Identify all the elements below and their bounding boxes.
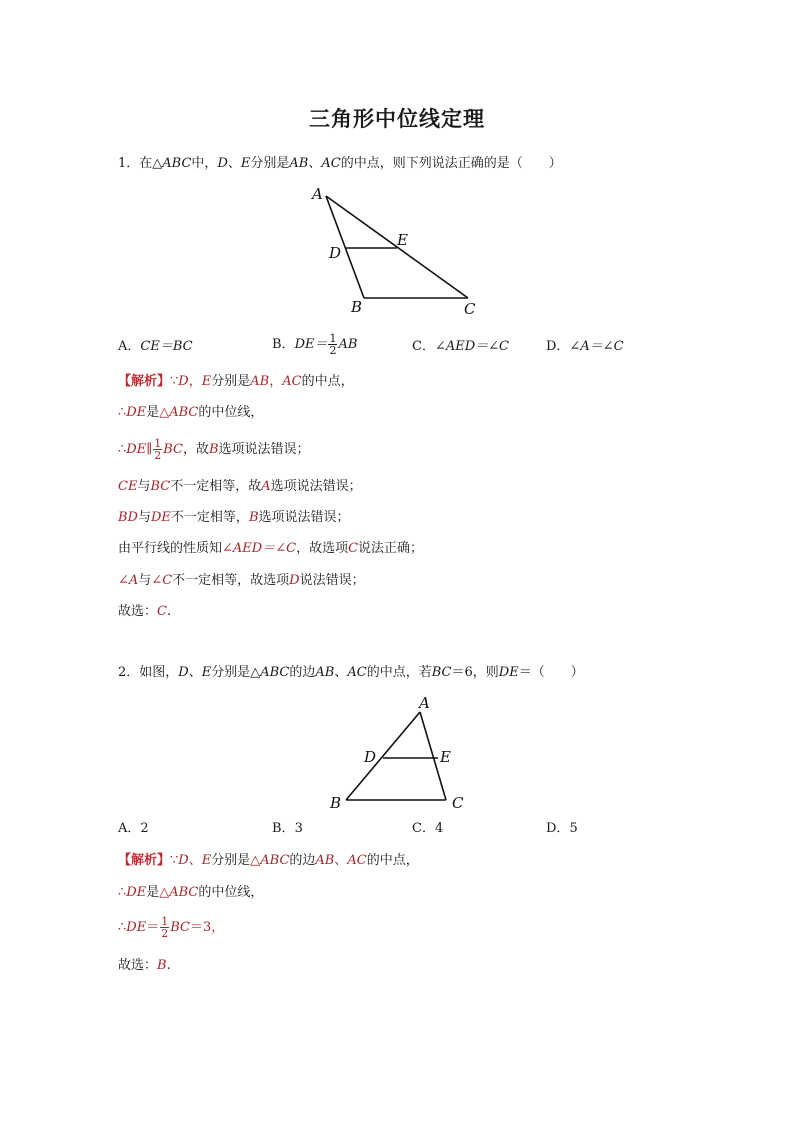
q1-solution-line-6: 由平行线的性质知∠AED＝∠C，故选项C说法正确； (118, 541, 424, 556)
q2-solution-line-1: 【解析】∵D、E分别是△ABC的边AB、AC的中点， (118, 853, 419, 868)
q1-solution-line-5: BD与DE不一定相等，B选项说法错误； (118, 510, 350, 525)
q1-solution-line-8: 故选：C. (118, 604, 172, 619)
q2-label-b: B (330, 794, 342, 812)
q1-label-e: E (397, 231, 408, 249)
fraction-one-half: $\frac{1}{2}$ (329, 332, 337, 357)
q1-option-c[interactable]: C．∠AED＝∠C (412, 339, 509, 354)
q1-label-d: D (329, 244, 342, 262)
q1-solution-line-4: CE与BC不一定相等，故A选项说法错误； (118, 479, 362, 494)
page-title: 三角形中位线定理 (309, 107, 485, 131)
q1-solution-line-1: 【解析】∵D，E分别是AB，AC的中点， (118, 374, 354, 389)
q1-stem: 1．在△ABC中，D、E分别是AB、AC的中点，则下列说法正确的是（ ） (118, 156, 562, 171)
q2-solution-line-2: ∴DE是△ABC的中位线， (118, 885, 264, 900)
q1-solution-line-3: ∴DE∥ $\frac{1}{2}$ BC，故B选项说法错误； (118, 437, 310, 462)
q1-option-a[interactable]: A．CE＝BC (118, 339, 193, 354)
q2-solution-line-3: ∴DE＝ $\frac{1}{2}$ BC＝3， (118, 915, 225, 940)
q2-label-d: D (364, 748, 377, 766)
q2-triangle-figure (320, 688, 480, 818)
q2-label-e: E (440, 748, 451, 766)
q1-label-c: C (464, 300, 476, 318)
q2-side-ab (346, 712, 420, 800)
q1-solution-line-2: ∴DE是△ABC的中位线， (118, 405, 264, 420)
q2-stem: 2．如图，D、E分别是△ABC的边AB、AC的中点，若BC＝6，则DE＝（ ） (118, 665, 584, 680)
q2-option-d[interactable]: D．5 (546, 821, 578, 836)
q2-label-c: C (452, 794, 464, 812)
q1-option-d[interactable]: D．∠A＝∠C (546, 339, 624, 354)
q1-option-b[interactable]: B．DE＝ $\frac{1}{2}$ AB (272, 332, 358, 357)
q2-label-a: A (419, 694, 430, 712)
q1-label-a: A (312, 185, 323, 203)
q2-solution-line-4: 故选：B. (118, 958, 171, 973)
q1-triangle-figure (300, 180, 500, 320)
q2-option-b[interactable]: B．3 (272, 821, 303, 836)
q2-option-c[interactable]: C．4 (412, 821, 444, 836)
q1-solution-line-7: ∠A与∠C不一定相等，故选项D说法错误； (118, 573, 365, 588)
q2-option-a[interactable]: A．2 (118, 821, 149, 836)
q1-label-b: B (351, 298, 363, 316)
